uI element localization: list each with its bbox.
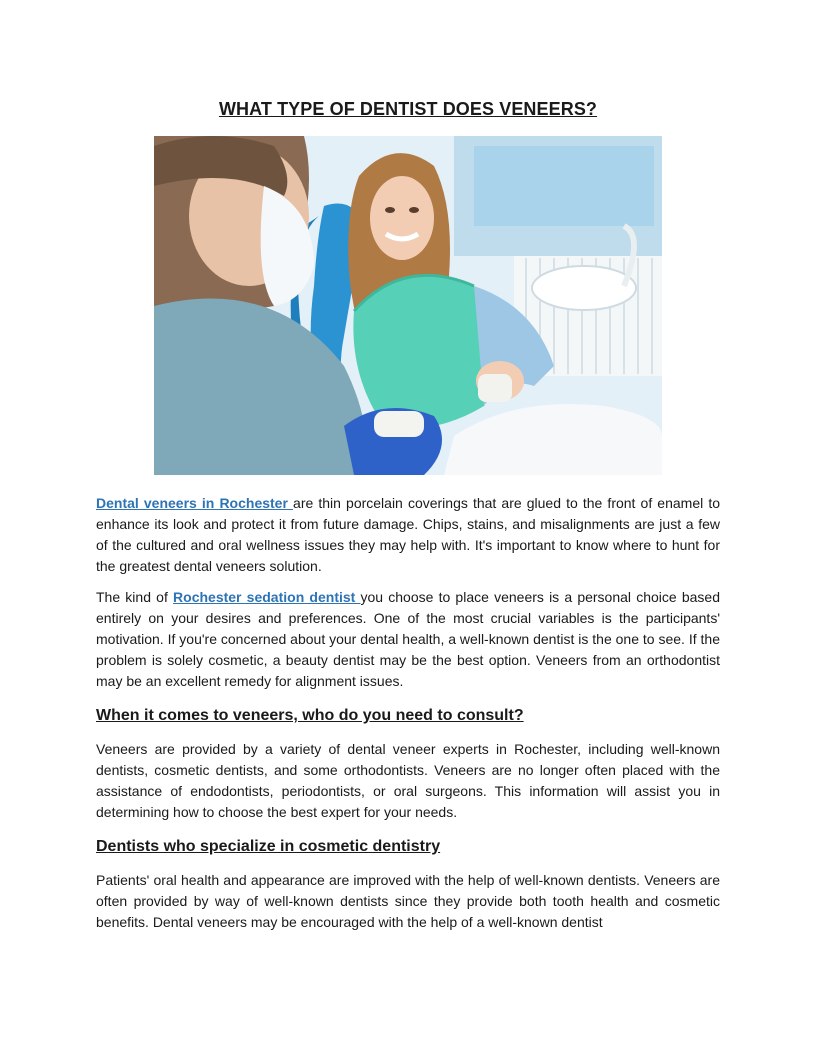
choice-paragraph <box>96 587 720 692</box>
cosmetic-paragraph: Patients' oral health and appearance are improved with the help of well-known dentists. Veneers are often provided by way of well-known dentists since they provide both tooth health and cosmetic benefits. Dental veneers may be encouraged with the help of a well-known dentist <box>96 872 720 930</box>
intro-text: are thin porcelain coverings that are glued to the front of enamel to enhance its look and protect it from future damage. Chips, stains, and misalignments are just a few of the cultured and oral wellness issues they may help with. It's important to know where to hunt for the greatest dental veneers solution. <box>96 495 721 574</box>
sedation-dentist-link[interactable]: Rochester sedation dentist <box>173 589 361 605</box>
dentist-patient-photo <box>154 136 662 475</box>
section-heading-cosmetic: Dentists who specialize in cosmetic dentistry <box>96 838 441 855</box>
choice-text: you choose to place veneers is a personal choice based entirely on your desires and preferences. One of the most crucial variables is the participants' motivation. If you're concerned about your dental health, a well-known dentist is the one to see. If the problem is solely cosmetic, a beauty dentist may be the best option. Veneers from an orthodontist may be an excellent remedy for alignment issues. <box>96 589 721 689</box>
intro-paragraph <box>96 493 720 577</box>
page-title: WHAT TYPE OF DENTIST DOES VENEERS? <box>218 99 598 119</box>
choice-text-before: The kind of <box>96 589 174 605</box>
consult-paragraph: Veneers are provided by a variety of dental veneer experts in Rochester, including well-known dentists, cosmetic dentists, and some orthodontists. Veneers are no longer often placed with the assistance of endodontists, periodontists, or oral surgeons. This information will assist you in determining how to choose the best expert for your needs. <box>96 741 720 820</box>
dental-veneers-link[interactable]: Dental veneers in Rochester <box>96 495 294 511</box>
section-heading-consult: When it comes to veneers, who do you need to consult? <box>96 707 524 724</box>
document-page <box>96 96 720 933</box>
